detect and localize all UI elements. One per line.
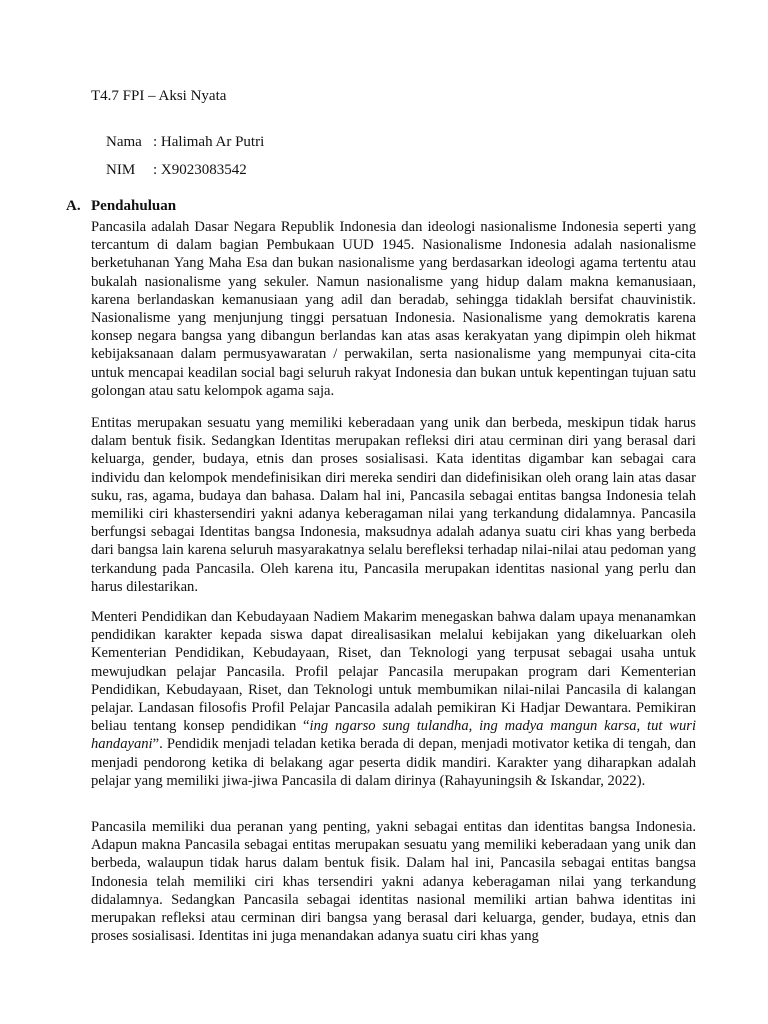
- name-value: : Halimah Ar Putri: [153, 134, 265, 150]
- paragraph-2: Entitas merupakan sesuatu yang memiliki keberadaan yang unik dan berbeda, meskipun tidak harus dalam bentuk fisik. Sedangkan Identitas merupakan refleksi diri atau cerminan diri yang berasal dari keluarga, gender, budaya, etnis dan proses sosialisasi. Kata identitas digambar kan sebagai cara individu dan kelompok mendefinisikan diri mereka sendiri dan didefinisikan oleh orang lain atas dasar suku, ras, agama, budaya dan bahasa. Dalam hal ini, Pancasila sebagai entitas bangsa Indonesia telah memiliki ciri khastersendiri yakni adanya keberagaman nilai yang terkandung didalamnya. Pancasila berfungsi sebagai Identitas bangsa Indonesia, maksudnya adalah adanya suatu ciri khas yang berbeda dari bangsa lain karena seluruh masyarakatnya selalu berefleksi terhadap nilai-nilai atau pedoman yang terkandung pada Pancasila. Oleh karena itu, Pancasila merupakan identitas nasional yang perlu dan harus dilestarikan.: [91, 415, 696, 595]
- paragraph-3-italic-quote: ing ngarso sung tulandha, ing madya mangun karsa, tut wuri handayani: [91, 718, 697, 753]
- nim-label: NIM: [106, 162, 136, 178]
- name-label: Nama: [106, 134, 142, 150]
- document-title: T4.7 FPI – Aksi Nyata: [91, 88, 227, 104]
- section-heading: [66, 197, 176, 215]
- nim-value: : X9023083542: [153, 162, 247, 178]
- nim-row: [91, 143, 247, 197]
- paragraph-3-text-end: ”. Pendidik menjadi teladan ketika berada di depan, menjadi motivator ketika di tengah, dan menjadi pendorong ketika di belakang agar peserta didik mandiri. Karakter yang diharapkan adalah pelajar yang memiliki jiwa-jiwa Pancasila di dalam dirinya (Rahayuningsih & Iskandar, 2022).: [91, 736, 696, 789]
- paragraph-3: [91, 608, 696, 790]
- paragraph-3-text-start: Menteri Pendidikan dan Kebudayaan Nadiem Makarim menegaskan bahwa dalam upaya menanamkan pendidikan karakter kepada siswa dapat direalisasikan melalui kebijakan yang dikeluarkan oleh Kementerian Pendidikan, Kebudayaan, Riset, dan Teknologi yang terpusat sebagai usaha untuk mewujudkan pelajar Pancasila. Profil pelajar Pancasila merupakan program dari Kementerian Pendidikan, Kebudayaan, Riset, dan Teknologi untuk membumikan nilai-nilai Pancasila di kalangan pelajar. Landasan filosofis Profil Pelajar Pancasila adalah pemikiran Ki Hadjar Dewantara. Pemikiran beliau tentang konsep pendidikan “: [91, 609, 696, 735]
- paragraph-4: Pancasila memiliki dua peranan yang penting, yakni sebagai entitas dan identitas bangsa Indonesia. Adapun makna Pancasila sebagai entitas merupakan sesuatu yang memiliki keberadaan yang unik dan berbeda, walaupun tidak harus dalam bentuk fisik. Dalam hal ini, Pancasila sebagai entitas bangsa Indonesia telah memiliki ciri khas tersendiri yakni adanya keberagaman nilai yang terkandung didalamnya. Sedangkan Pancasila sebagai identitas nasional memiliki artian bahwa identitas ini merupakan refleksi atau cerminan diri bangsa yang berasal dari keluarga, gender, budaya, etnis dan proses sosialisasi. Identitas ini juga menandakan adanya suatu ciri khas yang: [91, 819, 696, 945]
- section-marker: A.: [66, 198, 81, 214]
- paragraph-1: Pancasila adalah Dasar Negara Republik Indonesia dan ideologi nasionalisme Indonesia seperti yang tercantum di dalam bagian Pembukaan UUD 1945. Nasionalisme Indonesia adalah nasionalisme berketuhanan Yang Maha Esa dan bukan nasionalisme yang berdasarkan ideologi agama tertentu atau bukalah nasionalisme yang sekuler. Namun nasionalisme yang hidup dalam makna kemanusiaan, karena berlandaskan kemanusiaan yang adil dan beradab, sehingga tidaklah bersifat chauvinistik. Nasionalisme yang menjunjung tinggi persatuan Indonesia. Nasionalisme yang demokratis karena konsep negara bangsa yang dibangun berlandas kan atas asas kerakyatan yang dipimpin oleh hikmat kebijaksanaan dalam permusyawaratan / perwakilan, serta nasionalisme yang mempunyai cita-cita untuk mencapai keadilan social bagi seluruh rakyat Indonesia dan bukan untuk kepentingan tujuan satu golongan atau satu kelompok agama saja.: [91, 219, 696, 399]
- section-title: Pendahuluan: [91, 198, 177, 214]
